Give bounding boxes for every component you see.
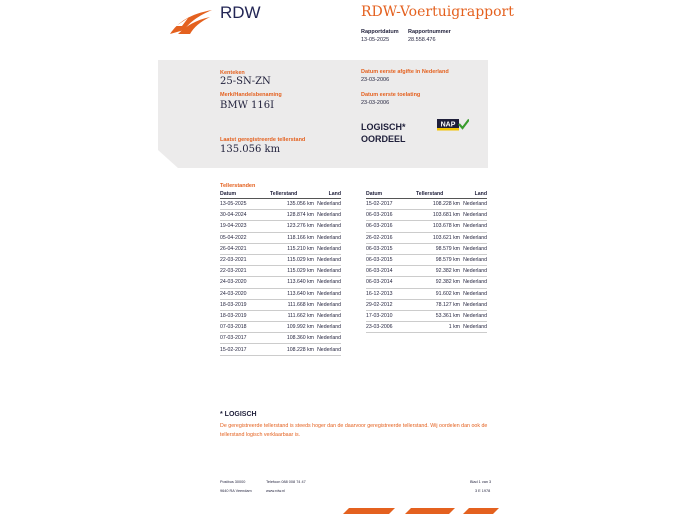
table-row: [366, 221, 487, 232]
plate-value: 25-SN-ZN: [220, 76, 271, 87]
report-date: 13-05-2025: [361, 37, 390, 43]
table-row: [220, 266, 341, 277]
cell-odometer: 115.210 km: [270, 243, 314, 254]
table-row: [220, 277, 341, 288]
table-row: [366, 254, 487, 265]
table-row: [366, 243, 487, 254]
cell-date: 06-03-2016: [366, 210, 416, 221]
readings-table-right: [366, 190, 487, 333]
cell-country: Nederland: [314, 344, 341, 355]
panel-corner: [158, 150, 178, 168]
cell-date: 22-03-2021: [220, 254, 270, 265]
cell-odometer: 1 km: [416, 322, 460, 333]
col-country: Land: [460, 190, 487, 199]
cell-country: Nederland: [460, 266, 487, 277]
cell-odometer: 91.602 km: [416, 288, 460, 299]
cell-date: 24-03-2020: [220, 288, 270, 299]
last-odometer-value: 135.056 km: [220, 144, 281, 155]
cell-date: 16-12-2013: [366, 288, 416, 299]
cell-date: 24-03-2020: [220, 277, 270, 288]
cell-country: Nederland: [314, 243, 341, 254]
col-odometer: Tellerstand: [270, 190, 314, 199]
col-date: Datum: [366, 190, 416, 199]
cell-odometer: 53.361 km: [416, 310, 460, 321]
cell-date: 06-03-2015: [366, 254, 416, 265]
cell-country: Nederland: [314, 277, 341, 288]
cell-country: Nederland: [314, 210, 341, 221]
cell-odometer: 92.382 km: [416, 266, 460, 277]
table-row: [220, 210, 341, 221]
cell-country: Nederland: [460, 210, 487, 221]
first-admission-label: Datum eerste toelating: [361, 92, 421, 98]
col-country: Land: [314, 190, 341, 199]
cell-odometer: 111.662 km: [270, 310, 314, 321]
table-row: [220, 243, 341, 254]
cell-odometer: 108.228 km: [270, 344, 314, 355]
cell-date: 30-04-2024: [220, 210, 270, 221]
cell-odometer: 123.276 km: [270, 221, 314, 232]
table-row: [366, 277, 487, 288]
make-label: Merk/Handelsbenaming: [220, 92, 282, 98]
table-row: [220, 322, 341, 333]
verdict-line1: LOGISCH*: [361, 122, 406, 132]
report-number-label: Rapportnummer: [408, 29, 451, 35]
make-value: BMW 116I: [220, 100, 275, 111]
col-date: Datum: [220, 190, 270, 199]
cell-date: 15-02-2017: [366, 199, 416, 210]
cell-date: 13-05-2025: [220, 199, 270, 210]
cell-odometer: 111.668 km: [270, 299, 314, 310]
cell-odometer: 115.029 km: [270, 254, 314, 265]
cell-odometer: 103.678 km: [416, 221, 460, 232]
cell-date: 29-02-2012: [366, 299, 416, 310]
first-admission-value: 23-03-2006: [361, 100, 390, 106]
table-row: [220, 254, 341, 265]
table-row: [366, 210, 487, 221]
cell-country: Nederland: [460, 254, 487, 265]
table-row: [366, 288, 487, 299]
footnote-text: De geregistreerde tellerstand is steeds hoger dan de daarvoor geregistreerde tellerstand. Wij oordelen dan ook de tellerstand logisch verklaarbaar is.: [220, 423, 488, 438]
table-row: [366, 266, 487, 277]
table-row: [220, 310, 341, 321]
cell-country: Nederland: [314, 221, 341, 232]
cell-odometer: 103.621 km: [416, 232, 460, 243]
cell-odometer: 115.029 km: [270, 266, 314, 277]
cell-odometer: 109.992 km: [270, 322, 314, 333]
last-odometer-label: Laatst geregistreerde tellerstand: [220, 137, 306, 143]
readings-title: Tellerstanden: [220, 183, 256, 189]
table-row: [220, 221, 341, 232]
cell-odometer: 108.228 km: [416, 199, 460, 210]
cell-date: 23-03-2006: [366, 322, 416, 333]
first-nl-value: 23-03-2006: [361, 77, 390, 83]
table-row: [220, 288, 341, 299]
cell-date: 15-02-2017: [220, 344, 270, 355]
cell-country: Nederland: [314, 310, 341, 321]
cell-country: Nederland: [460, 299, 487, 310]
cell-date: 07-03-2017: [220, 333, 270, 344]
cell-country: Nederland: [460, 277, 487, 288]
cell-odometer: 103.681 km: [416, 210, 460, 221]
table-row: [220, 232, 341, 243]
table-row: [220, 333, 341, 344]
cell-country: Nederland: [314, 333, 341, 344]
cell-country: Nederland: [460, 232, 487, 243]
cell-country: Nederland: [314, 232, 341, 243]
cell-country: Nederland: [460, 243, 487, 254]
table-row: [220, 199, 341, 210]
nap-check-icon: [437, 118, 469, 131]
cell-date: 19-04-2023: [220, 221, 270, 232]
cell-date: 05-04-2022: [220, 232, 270, 243]
cell-date: 26-04-2021: [220, 243, 270, 254]
cell-country: Nederland: [460, 199, 487, 210]
footnote-title: * LOGISCH: [220, 411, 257, 418]
footer-web: www.rdw.nl: [266, 489, 285, 493]
table-row: [366, 199, 487, 210]
cell-country: Nederland: [314, 199, 341, 210]
report-number: 28.558.476: [408, 37, 436, 43]
readings-table-left: [220, 190, 341, 356]
cell-odometer: 113.640 km: [270, 277, 314, 288]
footer-stripe: [335, 508, 505, 514]
verdict-line2: OORDEEL: [361, 134, 406, 144]
cell-odometer: 98.579 km: [416, 243, 460, 254]
footer-phone: Telefoon 088 008 74 47: [266, 480, 306, 484]
cell-date: 26-02-2016: [366, 232, 416, 243]
cell-country: Nederland: [314, 322, 341, 333]
cell-date: 17-03-2010: [366, 310, 416, 321]
cell-odometer: 118.166 km: [270, 232, 314, 243]
cell-date: 06-03-2014: [366, 277, 416, 288]
cell-date: 18-03-2019: [220, 310, 270, 321]
cell-odometer: 113.640 km: [270, 288, 314, 299]
table-row: [220, 299, 341, 310]
cell-country: Nederland: [314, 299, 341, 310]
plate-label: Kenteken: [220, 70, 245, 76]
brand-name: RDW: [220, 3, 261, 22]
cell-country: Nederland: [314, 266, 341, 277]
cell-country: Nederland: [314, 288, 341, 299]
table-row: [366, 310, 487, 321]
cell-date: 07-03-2018: [220, 322, 270, 333]
cell-country: Nederland: [460, 322, 487, 333]
cell-odometer: 98.579 km: [416, 254, 460, 265]
footer-postbus: Postbus 30000: [220, 480, 246, 484]
cell-date: 18-03-2019: [220, 299, 270, 310]
report-date-label: Rapportdatum: [361, 29, 399, 35]
cell-odometer: 108.360 km: [270, 333, 314, 344]
cell-country: Nederland: [460, 288, 487, 299]
rdw-logo-icon: [168, 8, 214, 36]
cell-date: 22-03-2021: [220, 266, 270, 277]
first-nl-label: Datum eerste afgifte in Nederland: [361, 69, 449, 75]
table-row: [366, 299, 487, 310]
cell-date: 06-03-2015: [366, 243, 416, 254]
cell-country: Nederland: [460, 310, 487, 321]
vehicle-panel: [158, 60, 488, 168]
nap-label: NAP: [440, 121, 456, 129]
cell-odometer: 92.382 km: [416, 277, 460, 288]
cell-odometer: 78.127 km: [416, 299, 460, 310]
footer-code: 3 E 1978: [475, 489, 491, 493]
cell-odometer: 135.056 km: [270, 199, 314, 210]
cell-odometer: 128.874 km: [270, 210, 314, 221]
table-row: [220, 344, 341, 355]
report-title: RDW-Voertuigrapport: [361, 4, 514, 20]
cell-date: 06-03-2016: [366, 221, 416, 232]
footer-page: Blad 1 van 3: [470, 480, 492, 484]
cell-country: Nederland: [460, 221, 487, 232]
cell-country: Nederland: [314, 254, 341, 265]
table-row: [366, 322, 487, 333]
col-odometer: Tellerstand: [416, 190, 460, 199]
table-row: [366, 232, 487, 243]
footer-city: 9640 RA Veendam: [220, 489, 252, 493]
cell-date: 06-03-2014: [366, 266, 416, 277]
